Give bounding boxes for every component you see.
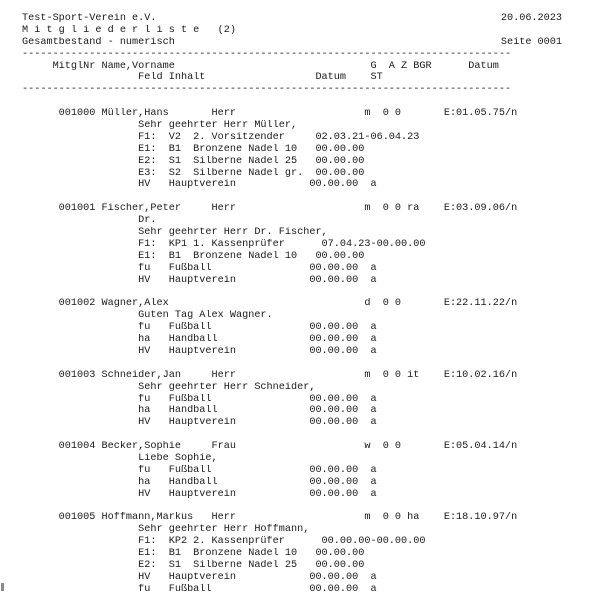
member-record: [22, 441, 562, 512]
member-record-line: fu Fußball 00.00.00 a: [22, 262, 377, 274]
spacer: [22, 501, 562, 513]
member-record-head: 001004 Becker,Sophie Frau w 0 0 E:05.04.14/n: [22, 441, 518, 453]
column-header-line-2: Feld Inhalt Datum ST: [22, 72, 383, 84]
member-record-line: E2: S1 Silberne Nadel 25 00.00.00: [22, 155, 365, 167]
member-record-line: F1: KP2 2. Kassenprüfer 00.00.00-00.00.00: [22, 536, 426, 548]
member-record-line: Dr.: [22, 215, 157, 227]
member-record-line: E1: B1 Bronzene Nadel 10 00.00.00: [22, 250, 365, 262]
member-list-report: [22, 13, 562, 596]
member-record-head: 001001 Fischer,Peter Herr m 0 0 ra E:03.09.06/n: [22, 203, 518, 215]
member-record-line: E1: B1 Bronzene Nadel 10 00.00.00: [22, 143, 365, 155]
member-record-line: ha Handball 00.00.00 a: [22, 334, 377, 346]
page-number: Seite 0001: [500, 36, 562, 48]
member-record-line: E3: S2 Silberne Nadel gr. 00.00.00: [22, 167, 365, 179]
spacer: [22, 286, 562, 298]
member-record: [22, 108, 562, 203]
member-record-head: 001000 Müller,Hans Herr m 0 0 E:01.05.75/n: [22, 108, 518, 120]
member-record-line: Sehr geehrter Herr Hoffmann,: [22, 524, 310, 536]
member-record-line: HV Hauptverein 00.00.00 a: [22, 274, 377, 286]
report-header-row-1: [22, 13, 562, 25]
member-record-line: HV Hauptverein 00.00.00 a: [22, 488, 377, 500]
member-record-line: HV Hauptverein 00.00.00 a: [22, 345, 377, 357]
member-record: [22, 298, 562, 369]
separator-line: --------------------------------------------------------------------------------: [22, 48, 512, 60]
member-record-line: fu Fußball 00.00.00 a: [22, 583, 377, 595]
report-date: 20.06.2023: [500, 13, 562, 24]
member-record-line: F1: KP1 1. Kassenprüfer 07.04.23-00.00.00: [22, 238, 426, 250]
member-record-line: Liebe Sophie,: [22, 452, 218, 464]
member-record-head: 001002 Wagner,Alex d 0 0 E:22.11.22/n: [22, 298, 518, 310]
member-records: [22, 108, 562, 596]
member-record-line: ha Handball 00.00.00 a: [22, 405, 377, 417]
spacer: [22, 191, 562, 203]
member-record-line: fu Fußball 00.00.00 a: [22, 322, 377, 334]
member-record-line: HV Hauptverein 00.00.00 a: [22, 417, 377, 429]
report-header-row-3: [22, 37, 562, 49]
member-record: [22, 512, 562, 595]
member-record-head: 001005 Hoffmann,Markus Herr m 0 0 ha E:18.10.97/n: [22, 512, 518, 524]
report-title: M i t g l i e d e r l i s t e (2): [22, 24, 236, 36]
column-header-line-1: MitglNr Name,Vorname G A Z BGR Datum: [22, 60, 499, 72]
member-record-line: HV Hauptverein 00.00.00 a: [22, 571, 377, 583]
member-record-line: Sehr geehrter Herr Müller,: [22, 120, 298, 132]
separator-line: --------------------------------------------------------------------------------: [22, 84, 512, 96]
member-record-line: Sehr geehrter Herr Dr. Fischer,: [22, 227, 328, 239]
member-record-line: HV Hauptverein 00.00.00 a: [22, 179, 377, 191]
member-record-line: ha Handball 00.00.00 a: [22, 476, 377, 488]
spacer: [22, 429, 562, 441]
member-record-line: F1: V2 2. Vorsitzender 02.03.21-06.04.23: [22, 131, 420, 143]
member-record-head: 001003 Schneider,Jan Herr m 0 0 it E:10.02.16/n: [22, 369, 518, 381]
member-record: [22, 370, 562, 441]
member-record-line: E1: B1 Bronzene Nadel 10 00.00.00: [22, 548, 365, 560]
member-record-line: fu Fußball 00.00.00 a: [22, 393, 377, 405]
spacer: [22, 358, 562, 370]
club-name: Test-Sport-Verein e.V.: [22, 13, 157, 24]
report-subtitle: Gesamtbestand - numerisch: [22, 36, 175, 48]
member-record: [22, 203, 562, 298]
member-record-line: E2: S1 Silberne Nadel 25 00.00.00: [22, 559, 365, 571]
spacer: [22, 96, 562, 108]
member-record-line: Guten Tag Alex Wagner.: [22, 310, 273, 322]
member-record-line: Sehr geehrter Herr Schneider,: [22, 381, 316, 393]
page-edge-mark: [1, 583, 4, 591]
member-record-line: fu Fußball 00.00.00 a: [22, 464, 377, 476]
